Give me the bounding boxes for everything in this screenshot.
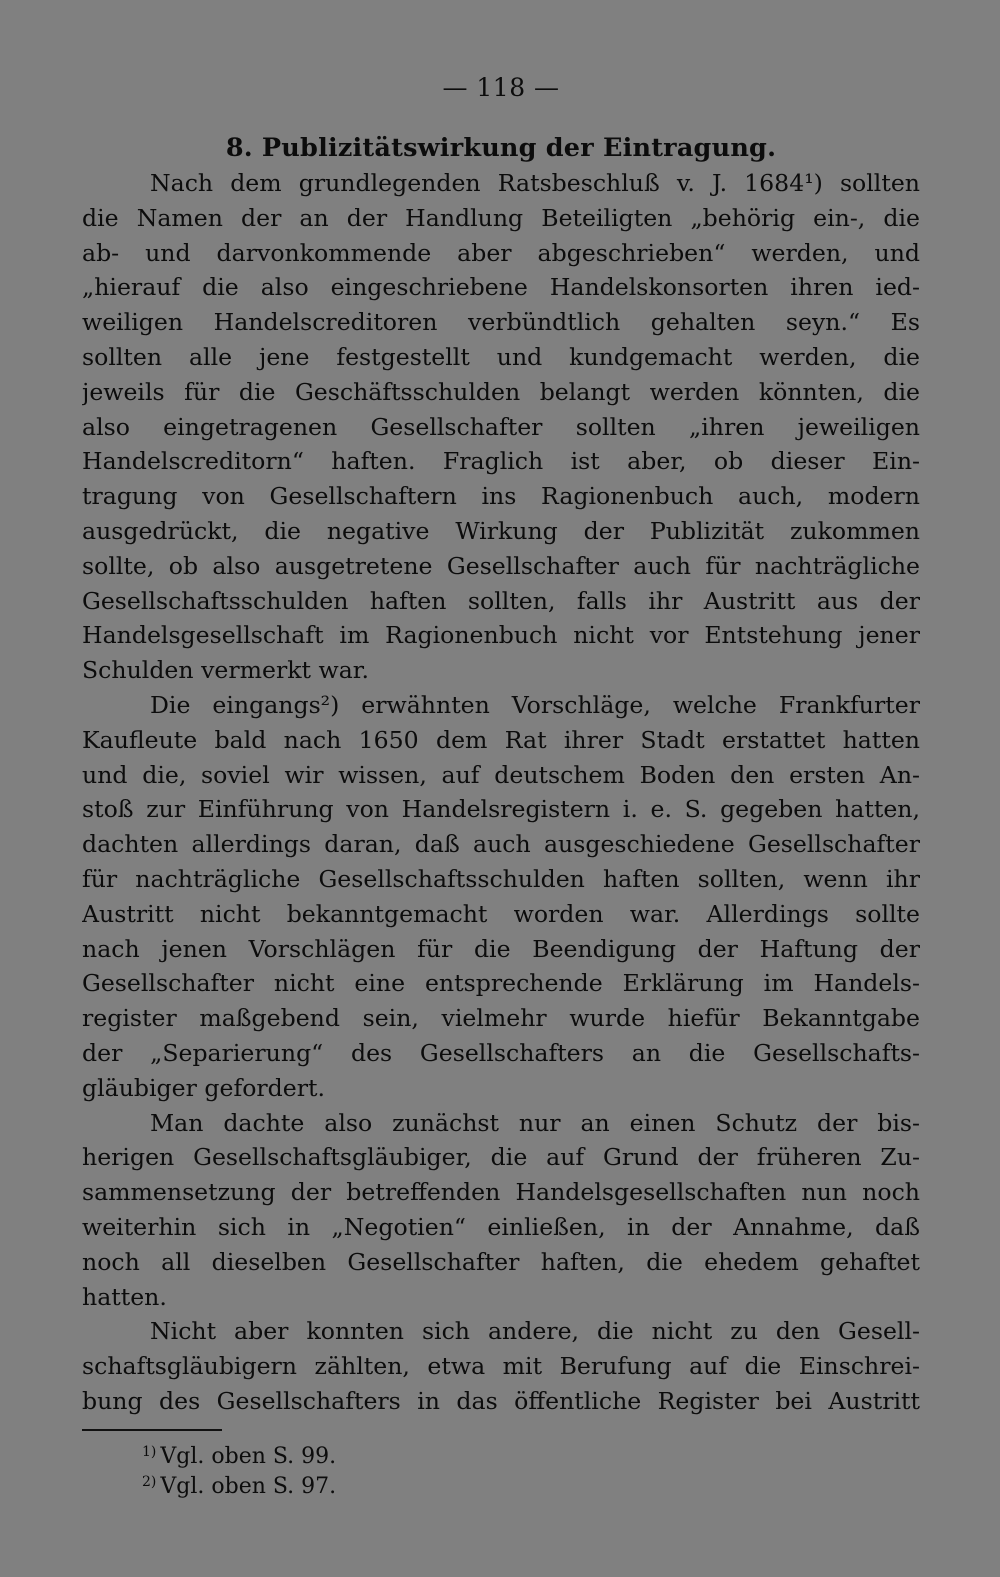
book-page bbox=[82, 66, 920, 1516]
text-line: tragung von Gesellschaftern ins Ragionenbuch auch, modern bbox=[82, 482, 920, 511]
text-line: noch all dieselben Gesellschafter haften, die ehedem gehaftet bbox=[82, 1247, 920, 1276]
text-line: weiligen Handelscreditoren verbündtlich gehalten seyn.“ Es bbox=[82, 308, 920, 337]
footnote-text: Vgl. oben S. 97. bbox=[160, 1473, 337, 1499]
text-line: ab- und darvonkommende aber abgeschrieben“ werden, und bbox=[82, 238, 920, 267]
text-line: Man dachte also zunächst nur an einen Schutz der bis- bbox=[150, 1108, 920, 1137]
text-line: Gesellschaftsschulden haften sollten, falls ihr Austritt aus der bbox=[82, 586, 920, 615]
text-line: sollten alle jene festgestellt und kundgemacht werden, die bbox=[82, 342, 920, 371]
text-line: für nachträgliche Gesellschaftsschulden haften sollten, wenn ihr bbox=[82, 864, 920, 893]
text-line: Handelsgesellschaft im Ragionenbuch nicht vor Entstehung jener bbox=[82, 621, 920, 650]
text-line: gläubiger gefordert. bbox=[82, 1073, 326, 1102]
text-line: Kaufleute bald nach 1650 dem Rat ihrer Stadt erstattet hatten bbox=[82, 725, 920, 754]
text-line: und die, soviel wir wissen, auf deutschem Boden den ersten An- bbox=[82, 760, 920, 789]
page-number: — 118 — bbox=[442, 73, 560, 102]
footnote bbox=[142, 1467, 920, 1497]
text-line: ausgedrückt, die negative Wirkung der Publizität zukommen bbox=[82, 516, 920, 545]
text-line: jeweils für die Geschäftsschulden belangt werden könnten, die bbox=[82, 377, 920, 406]
footnote-divider bbox=[82, 1429, 222, 1431]
text-line: Gesellschafter nicht eine entsprechende Erklärung im Handels- bbox=[82, 969, 920, 998]
section-heading: 8. Publizitätswirkung der Eintragung. bbox=[225, 133, 777, 163]
footnote-text: Vgl. oben S. 99. bbox=[160, 1443, 337, 1469]
footnotes bbox=[82, 1437, 920, 1497]
text-line: sollte, ob also ausgetretene Gesellschafter auch für nachträgliche bbox=[82, 551, 920, 580]
text-line: sammensetzung der betreffenden Handelsgesellschaften nun noch bbox=[82, 1178, 920, 1207]
text-line: bung des Gesellschafters in das öffentliche Register bei Austritt bbox=[82, 1386, 920, 1415]
text-line: der „Separierung“ des Gesellschafters an die Gesellschafts- bbox=[82, 1038, 920, 1067]
text-line: register maßgebend sein, vielmehr wurde hiefür Bekanntgabe bbox=[82, 1004, 920, 1033]
body-text bbox=[82, 166, 920, 1419]
text-line: hatten. bbox=[82, 1282, 167, 1311]
text-line: Handelscreditorn“ haften. Fraglich ist aber, ob dieser Ein- bbox=[82, 447, 920, 476]
text-line: „hierauf die also eingeschriebene Handelskonsorten ihren ied- bbox=[82, 273, 920, 302]
text-line: herigen Gesellschaftsgläubiger, die auf Grund der früheren Zu- bbox=[82, 1143, 920, 1172]
text-line: Nach dem grundlegenden Ratsbeschluß v. J. 1684¹) sollten bbox=[150, 169, 920, 197]
text-line: Schulden vermerkt war. bbox=[82, 656, 369, 685]
text-line: die Namen der an der Handlung Beteiligten „behörig ein-, die bbox=[82, 203, 920, 232]
text-line: Austritt nicht bekanntgemacht worden war. Allerdings sollte bbox=[82, 899, 920, 928]
text-line: Nicht aber konnten sich andere, die nicht zu den Gesell- bbox=[150, 1317, 920, 1346]
footnote bbox=[142, 1437, 920, 1467]
text-line: dachten allerdings daran, daß auch ausgeschiedene Gesellschafter bbox=[82, 830, 920, 859]
footnote-mark: 1) bbox=[142, 1443, 157, 1460]
text-line: nach jenen Vorschlägen für die Beendigung der Haftung der bbox=[82, 934, 920, 963]
text-line: weiterhin sich in „Negotien“ einließen, in der Annahme, daß bbox=[82, 1212, 920, 1241]
footnote-mark: 2) bbox=[142, 1473, 157, 1490]
text-line: stoß zur Einführung von Handelsregistern i. e. S. gegeben hatten, bbox=[82, 795, 920, 824]
text-line: also eingetragenen Gesellschafter sollten „ihren jeweiligen bbox=[82, 412, 920, 441]
text-line: Die eingangs²) erwähnten Vorschläge, welche Frankfurter bbox=[150, 690, 920, 719]
text-line: schaftsgläubigern zählten, etwa mit Berufung auf die Einschrei- bbox=[82, 1352, 920, 1381]
